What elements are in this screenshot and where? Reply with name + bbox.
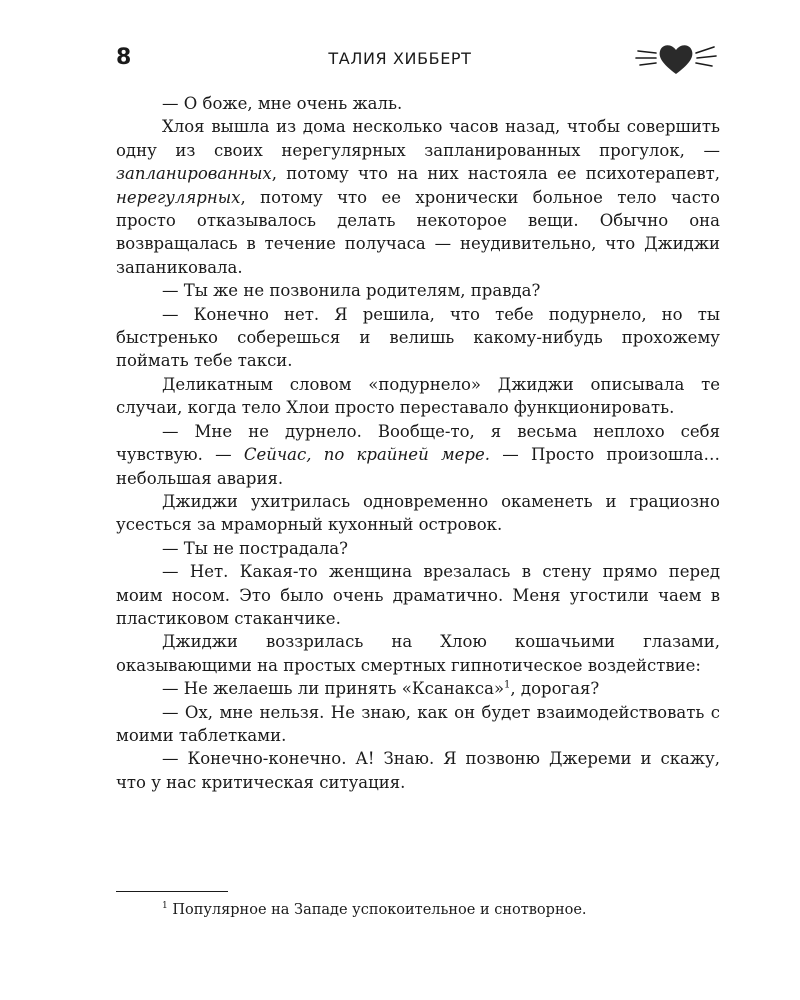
paragraph (116, 279, 720, 302)
footnote-text: Популярное на Западе успокоительное и снотворное. (167, 902, 587, 918)
footnote (162, 900, 587, 920)
page-number: 8 (116, 45, 132, 70)
paragraph (116, 92, 720, 115)
text-run: Хлоя вышла из дома несколько часов назад, чтобы совершить одну из своих нерегулярных запланированных прогулок, — (116, 117, 720, 160)
emphasis-text: нерегулярных (116, 187, 241, 207)
paragraph (116, 490, 720, 537)
paragraph (116, 303, 720, 373)
emphasis-text: запланированных (116, 164, 272, 184)
text-run: Деликатным словом «подурнело» Джиджи описывала те случаи, когда тело Хлои просто переставало функционировать. (116, 374, 720, 418)
running-title: ТАЛИЯ ХИББЕРТ (328, 49, 472, 68)
footnote-divider (116, 891, 228, 892)
text-run: , потому что на них настояла ее психотерапевт, (271, 164, 720, 184)
body-text (116, 92, 720, 794)
paragraph (116, 747, 720, 794)
text-run: — Не желаешь ли принять «Ксанакса» (162, 679, 505, 699)
emphasis-text: Сейчас, по крайней мере. (243, 445, 490, 465)
paragraph (116, 630, 720, 677)
text-run: — Ох, мне нельзя. Не знаю, как он будет взаимодействовать с моими таблетками. (116, 702, 720, 745)
text-run: , потому что ее хронически больное тело часто просто отказывалось делать некоторое вещи. Обычно она возвращалась в течение получаса — неудивительно, что Джиджи запаниковала. (116, 187, 720, 277)
footnote-marker: 1 (162, 901, 168, 912)
paragraph (116, 373, 720, 420)
paragraph (116, 701, 720, 748)
text-run: — О боже, мне очень жаль. (162, 94, 403, 113)
footnote-reference: 1 (504, 679, 511, 691)
text-run: Джиджи воззрилась на Хлою кошачьими глазами, оказывающими на простых смертных гипнотическое воздействие: (116, 632, 720, 675)
text-run: — Конечно нет. Я решила, что тебе подурнело, но ты быстренько соберешься и велишь какому-нибудь прохожему поймать тебе такси. (116, 304, 720, 371)
text-run: Джиджи ухитрилась одновременно окаменеть и грациозно усесться за мраморный кухонный островок. (116, 491, 720, 535)
heart-with-motion-lines-icon (634, 38, 718, 78)
text-run: — Ты же не позвонила родителям, правда? (162, 281, 541, 301)
text-run: , дорогая? (510, 679, 600, 699)
text-run: — Ты не пострадала? (162, 538, 348, 558)
paragraph (116, 560, 720, 630)
text-run: — Просто произошла… небольшая авария. (116, 445, 720, 488)
text-run: — Мне не дурнело. Вообще-то, я весьма неплохо себя чувствую. — (116, 421, 720, 465)
paragraph (116, 537, 720, 560)
text-run: — Конечно-конечно. А! Знаю. Я позвоню Джереми и скажу, что у нас критическая ситуация. (116, 749, 720, 792)
paragraph (116, 420, 720, 490)
paragraph (116, 115, 720, 279)
text-run: — Нет. Какая-то женщина врезалась в стену прямо перед моим носом. Это было очень драматично. Меня угостили чаем в пластиковом стаканчике. (116, 562, 720, 628)
paragraph (116, 677, 720, 700)
